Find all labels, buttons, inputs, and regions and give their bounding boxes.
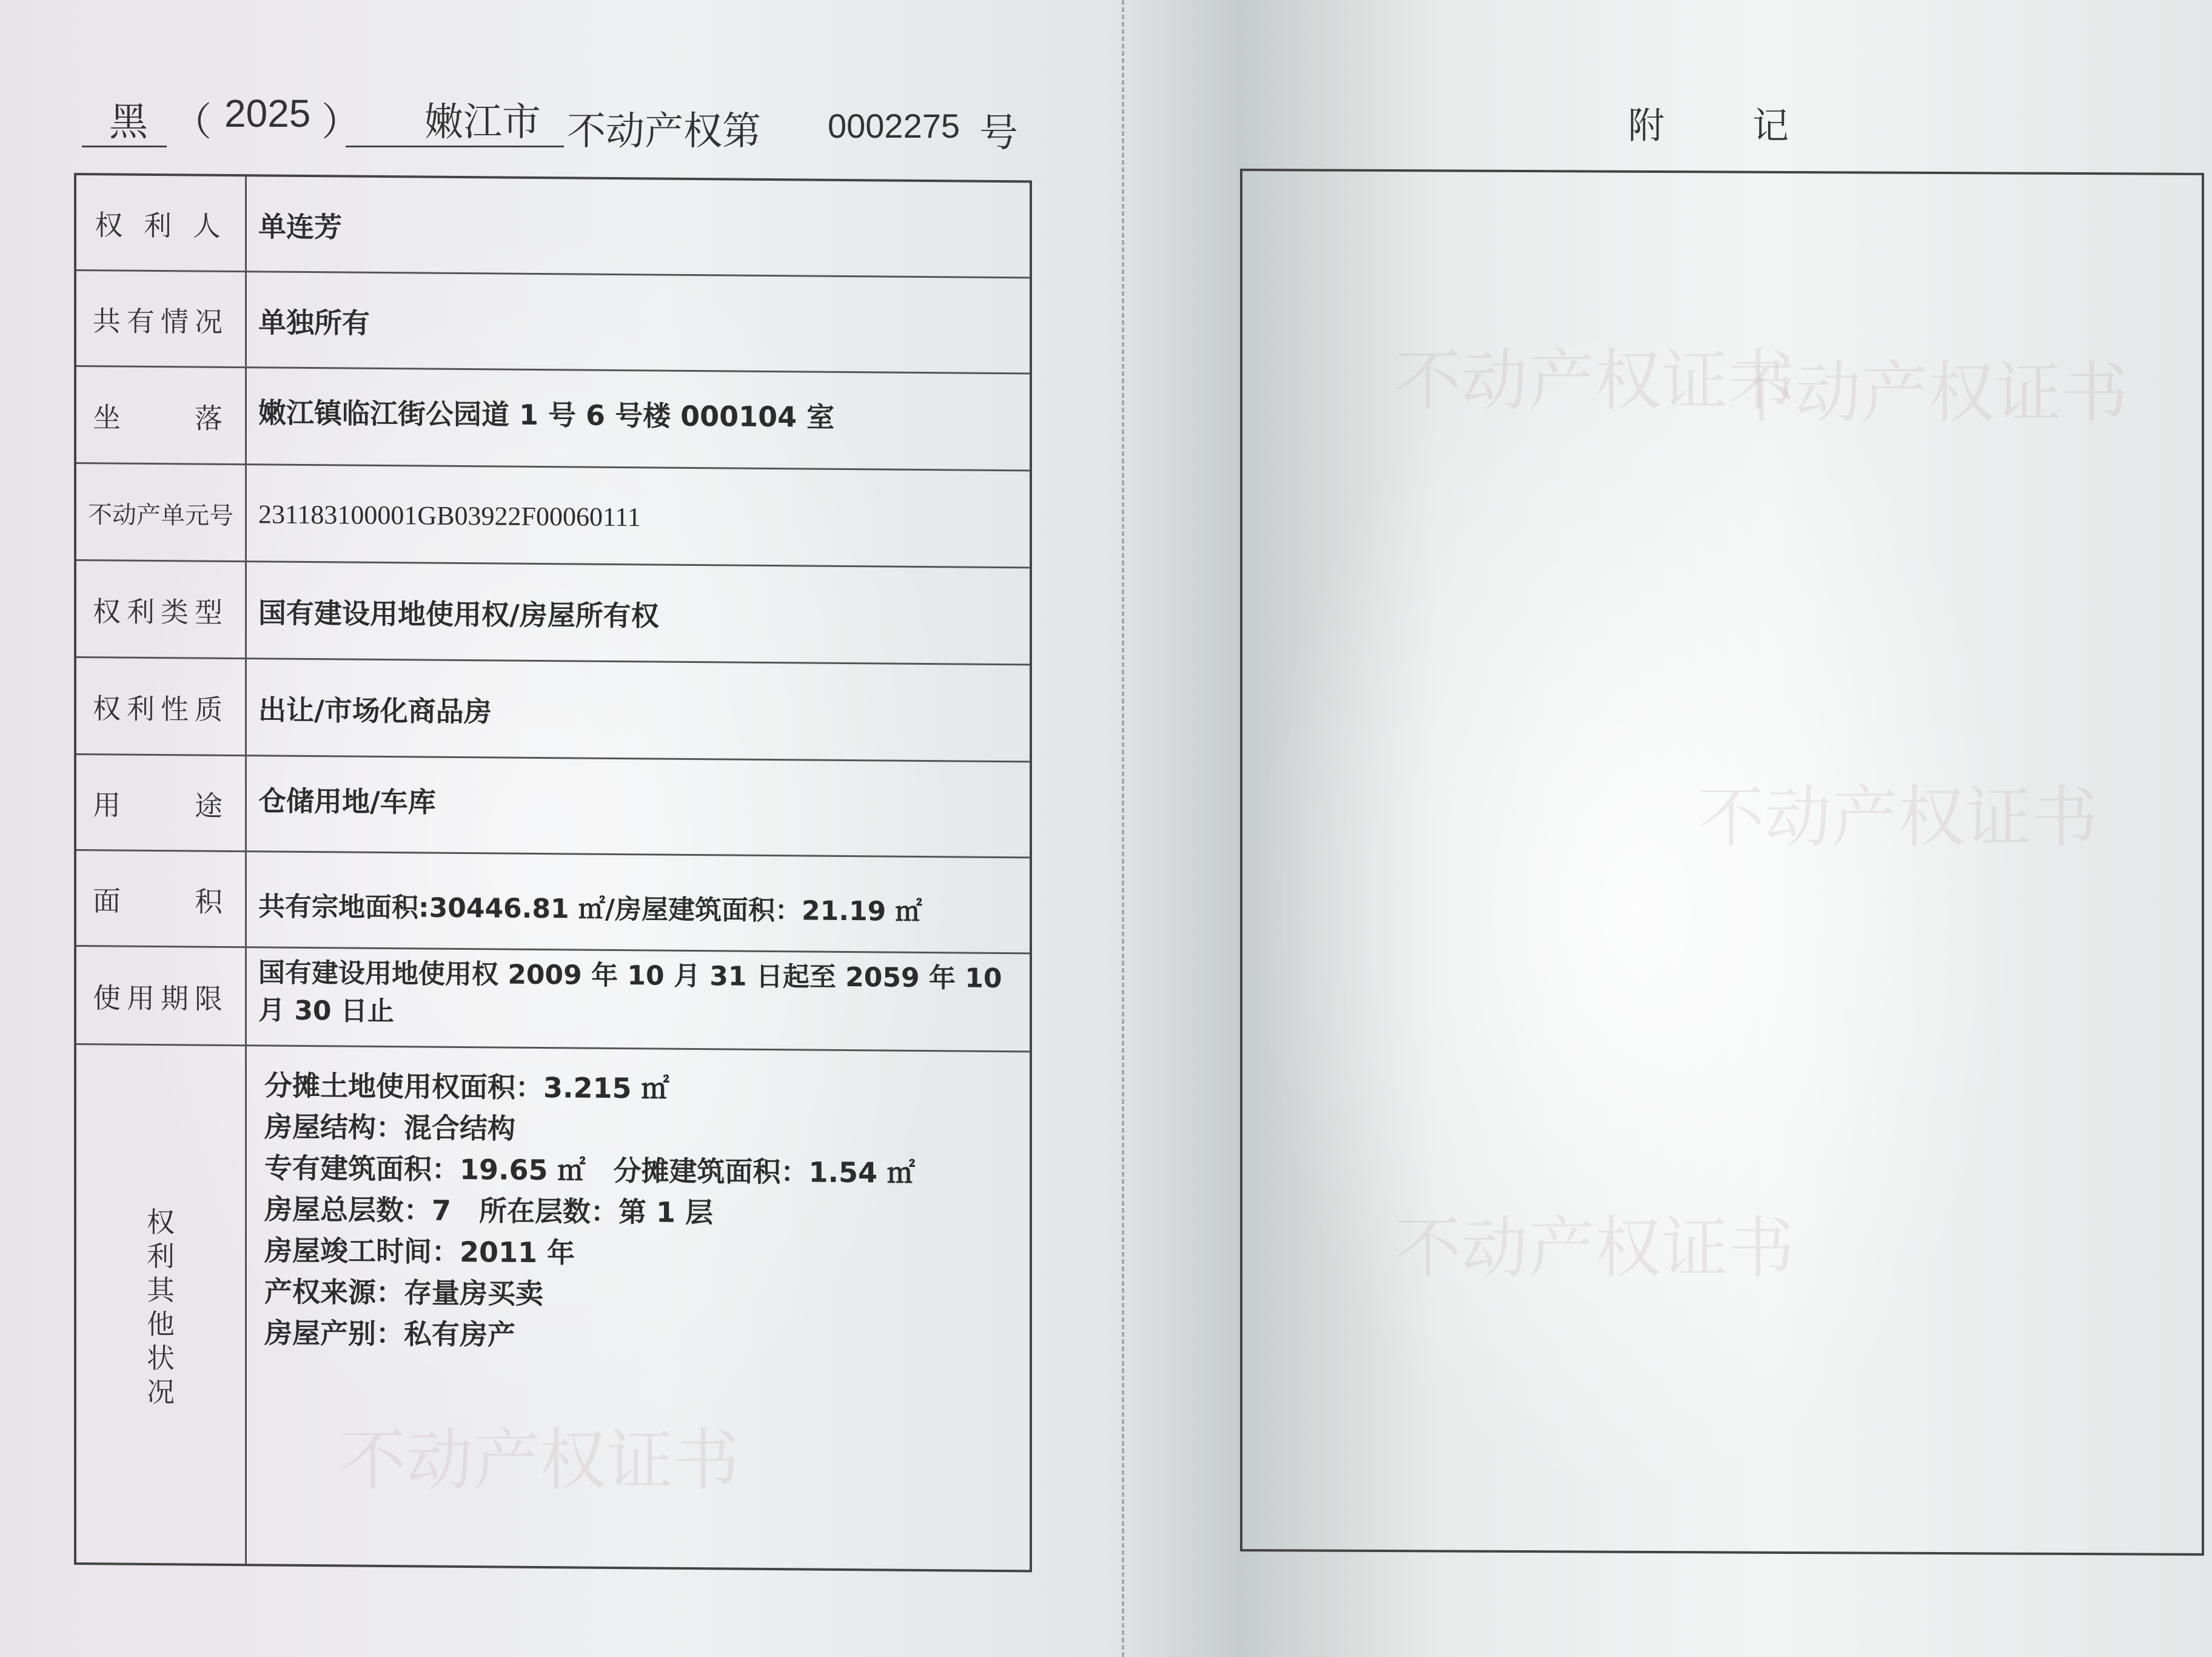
other-line: 房屋产别：私有房产 xyxy=(264,1316,515,1351)
watermark: 不动产权证书 xyxy=(1728,357,2128,431)
other-line: 房屋结构：混合结构 xyxy=(264,1110,515,1145)
header-cert-number: 0002275 xyxy=(828,107,960,145)
header-province: 黑 xyxy=(109,100,148,145)
watermark: 不动产权证书 xyxy=(340,1424,740,1498)
label-char: 状 xyxy=(147,1341,175,1374)
label-char: 他 xyxy=(147,1307,175,1340)
field-value: 单连芳 xyxy=(258,210,342,244)
other-line: 专有建筑面积：19.65 ㎡ 分摊建筑面积：1.54 ㎡ xyxy=(264,1151,916,1189)
annex-title-2: 记 xyxy=(1752,105,1789,147)
annex-box xyxy=(1240,169,2204,1556)
field-label: 权利类型 xyxy=(93,595,229,630)
other-line: 房屋竣工时间：2011 年 xyxy=(264,1234,575,1269)
field-label: 权 利 人 xyxy=(95,209,227,243)
field-value: 出让/市场化商品房 xyxy=(258,693,492,728)
other-line: 产权来源：存量房买卖 xyxy=(264,1275,543,1311)
field-row-right-type xyxy=(76,561,1030,665)
field-label: 坐 落 xyxy=(93,401,229,435)
header-cert-prefix: 不动产权第 xyxy=(567,109,761,154)
field-value: 共有宗地面积:30446.81 ㎡/房屋建筑面积：21.19 ㎡ xyxy=(258,891,922,927)
field-label: 权利性质 xyxy=(93,692,229,727)
field-label: 面 积 xyxy=(93,884,229,919)
other-status-details xyxy=(264,1064,915,1358)
field-row-owner xyxy=(76,175,1030,278)
watermark: 不动产权证书 xyxy=(1698,781,2098,855)
label-char: 况 xyxy=(147,1375,175,1408)
field-value: 单独所有 xyxy=(258,306,370,340)
header-year-open: （ xyxy=(173,100,212,145)
header-city: 嫩江市 xyxy=(424,100,541,145)
field-row-unit-number xyxy=(76,464,1030,568)
field-value: 仓储用地/车库 xyxy=(258,784,436,819)
label-char: 权 xyxy=(147,1205,175,1239)
book-spine xyxy=(1122,0,1136,1657)
field-value: 231183100001GB03922F00060111 xyxy=(258,499,641,532)
header-year-close: ） xyxy=(321,100,360,145)
label-char: 利 xyxy=(147,1239,175,1272)
other-line: 房屋总层数：7 所在层数：第 1 层 xyxy=(264,1192,714,1229)
field-value: 国有建设用地使用权 2009 年 10 月 31 日起至 2059 年 10 月 30 日止 xyxy=(258,957,1002,1027)
header-year: 2025 xyxy=(224,92,311,135)
field-row-coownership xyxy=(76,271,1030,374)
field-label: 不动产单元号 xyxy=(88,500,233,530)
field-row-right-nature xyxy=(76,658,1030,762)
label-char: 其 xyxy=(147,1273,175,1306)
header-underline xyxy=(82,146,167,147)
field-label: 共有情况 xyxy=(93,304,229,339)
other-line: 分摊土地使用权面积：3.215 ㎡ xyxy=(264,1069,669,1105)
header-underline xyxy=(346,146,564,147)
field-value: 嫩江镇临江街公园道 1 号 6 号楼 000104 室 xyxy=(258,396,835,434)
field-label: 用 途 xyxy=(93,788,229,823)
header-cert-suffix: 号 xyxy=(979,111,1018,156)
field-row-other-status xyxy=(76,1045,1030,1575)
field-row-location xyxy=(76,367,1030,471)
watermark: 不动产权证书 xyxy=(1395,1212,1795,1286)
field-label: 使用期限 xyxy=(93,981,229,1016)
field-row-area xyxy=(76,851,1030,954)
other-status-label xyxy=(76,1045,245,1568)
field-row-usage xyxy=(76,755,1030,858)
field-value: 国有建设用地使用权/房屋所有权 xyxy=(258,596,659,633)
watermark: 不动产权证书 xyxy=(1395,345,1795,418)
registration-table xyxy=(74,173,1032,1572)
field-row-term xyxy=(76,947,1030,1052)
annex-title-1: 附 xyxy=(1628,105,1664,147)
